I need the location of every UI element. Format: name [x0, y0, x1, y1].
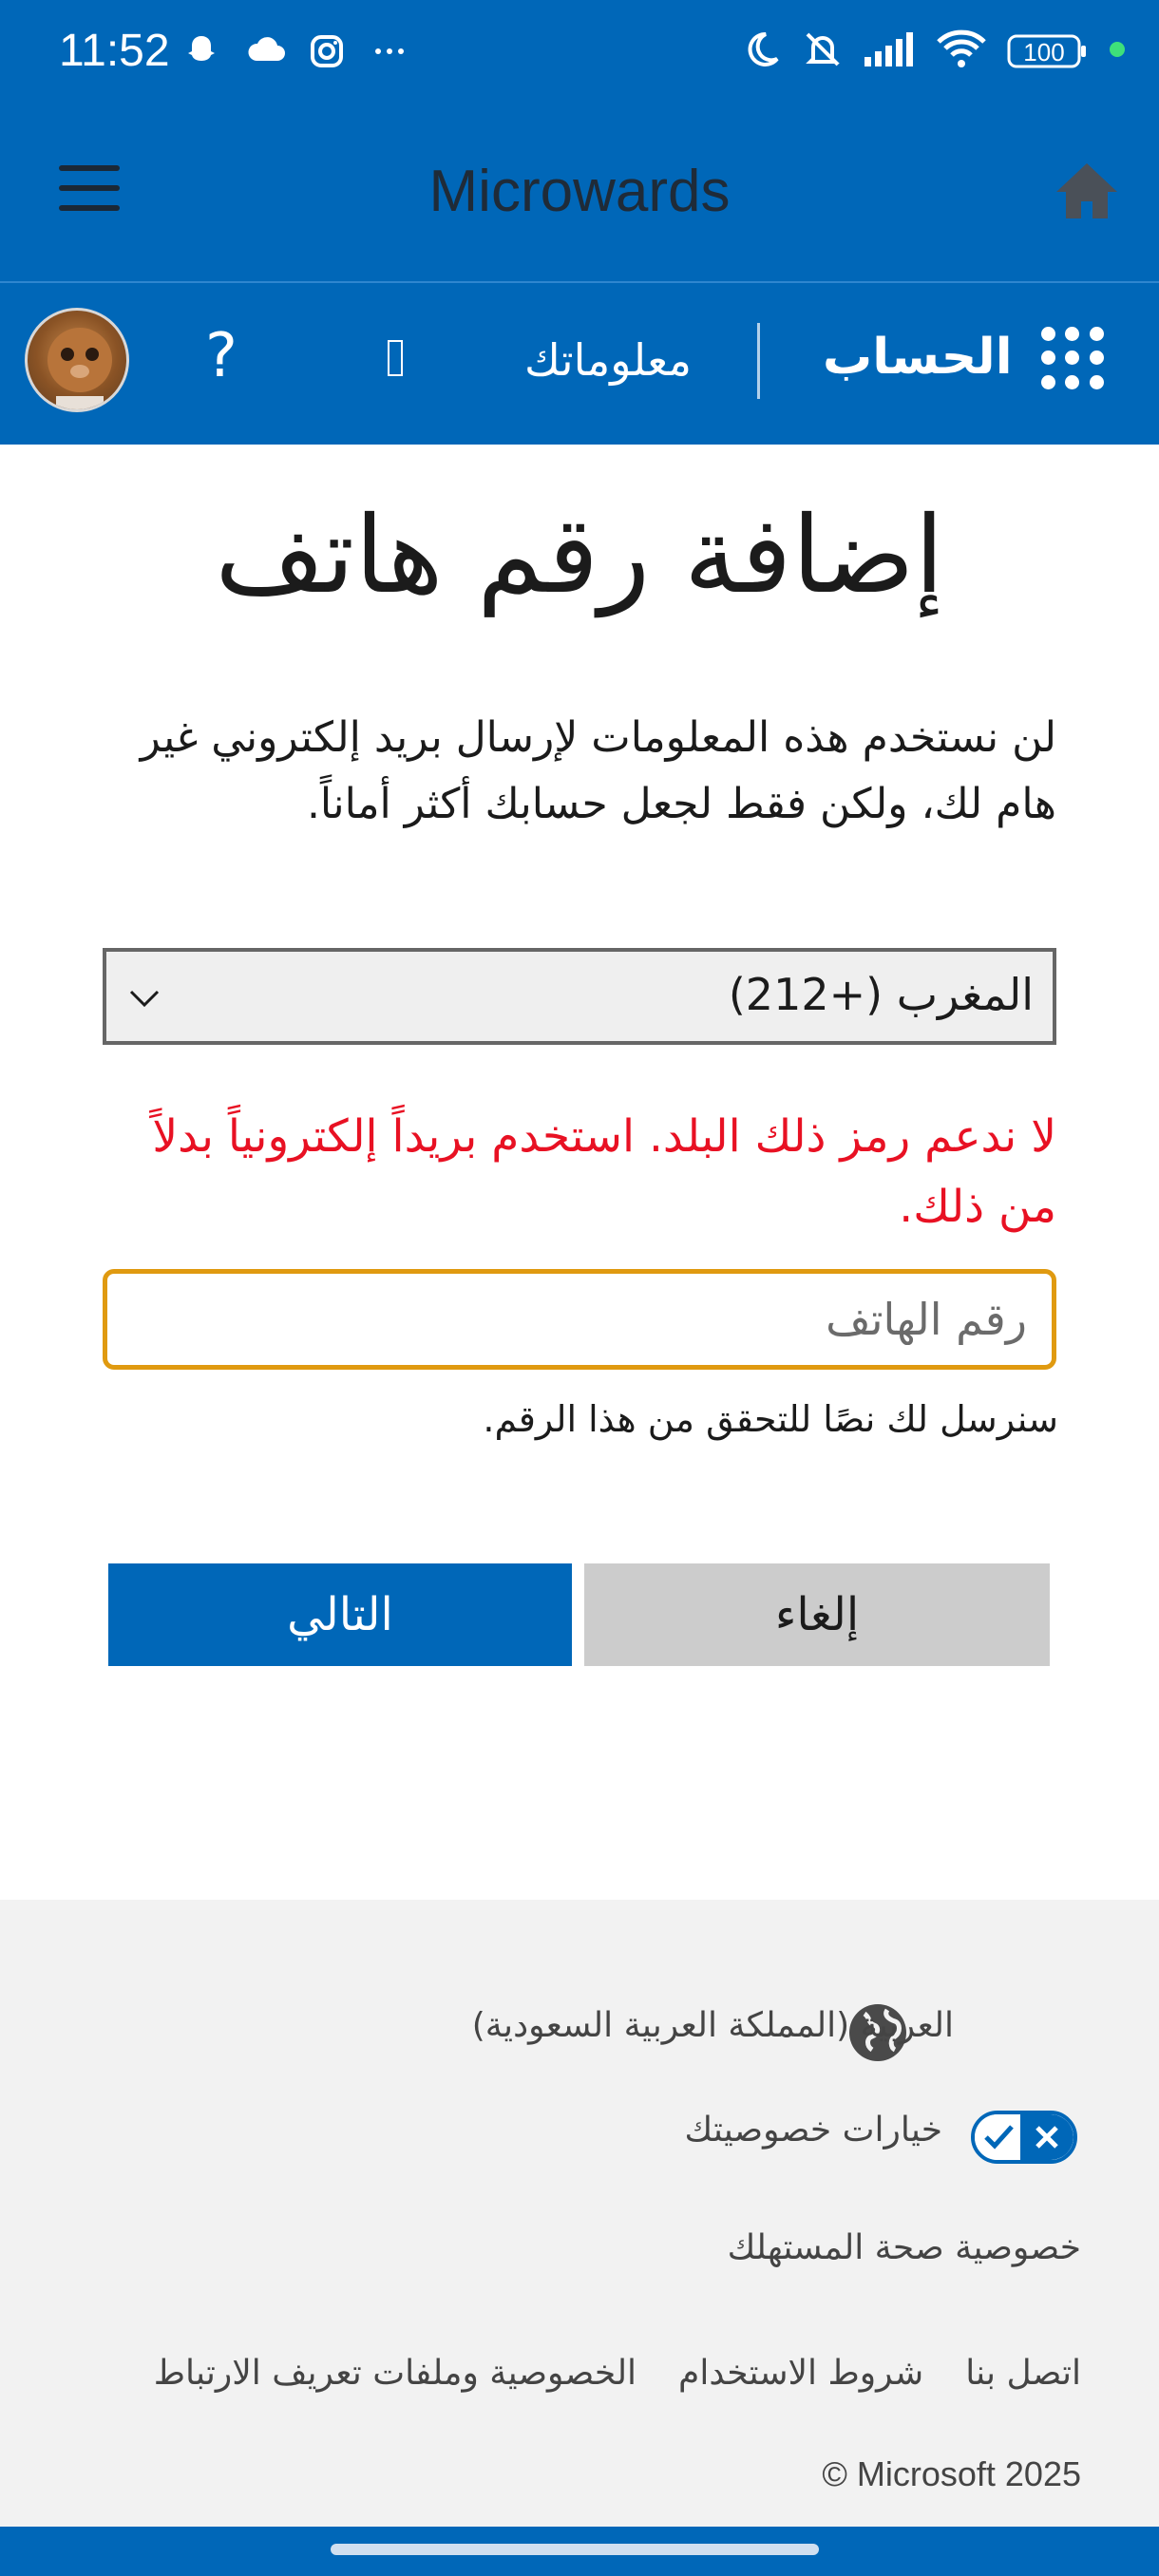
battery-icon — [1007, 32, 1089, 70]
battery-level: 100 — [1023, 38, 1065, 66]
privacy-choices-toggle[interactable] — [971, 2111, 1077, 2164]
account-nav-bar — [0, 281, 1159, 445]
avatar[interactable] — [25, 308, 129, 412]
app-title: Microwards — [428, 159, 731, 224]
privacy-choices-link[interactable]: خيارات خصوصيتك — [684, 2111, 942, 2150]
terms-of-use-link[interactable]: شروط الاستخدام — [678, 2354, 924, 2393]
error-message: لا ندعم رمز ذلك البلد. استخدم بريداً إلكترونياً بدلاً من ذلك. — [152, 1110, 1056, 1233]
cloud-icon — [245, 32, 283, 70]
privacy-cookies-link[interactable]: الخصوصية وملفات تعريف الارتباط — [153, 2354, 637, 2393]
contact-us-link[interactable]: اتصل بنا — [965, 2354, 1081, 2393]
cancel-button[interactable]: إلغاء — [584, 1563, 1050, 1666]
app-bar — [0, 112, 1159, 281]
app-launcher-icon[interactable] — [1041, 327, 1104, 389]
system-nav-bar — [0, 2527, 1159, 2576]
verification-hint: سنرسل لك نصًا للتحقق من هذا الرقم. — [483, 1398, 1058, 1440]
dot-icon — [1108, 40, 1127, 63]
language-selector[interactable]: العربية (المملكة العربية السعودية) — [471, 2006, 954, 2045]
status-right-icons — [741, 28, 1127, 74]
status-left-icons — [182, 32, 408, 70]
moon-icon — [741, 28, 783, 74]
bell-off-icon — [802, 28, 844, 74]
nav-divider — [757, 323, 760, 399]
instagram-icon — [308, 32, 346, 70]
phone-number-input[interactable] — [103, 1269, 1056, 1370]
close-icon — [1020, 2114, 1074, 2160]
description-text: لن نستخدم هذه المعلومات لإرسال بريد إلكتروني غير هام لك، ولكن فقط لجعل حسابك أكثر أماناً. — [140, 713, 1056, 828]
snapchat-icon — [182, 32, 220, 70]
nav-account[interactable]: الحساب — [823, 329, 1013, 386]
country-code-value: المغرب (+212) — [728, 969, 1034, 1020]
wifi-icon — [935, 28, 988, 74]
chevron-down-icon — [127, 984, 162, 1013]
more-icon — [370, 32, 408, 70]
check-icon — [975, 2114, 1024, 2160]
status-time: 11:52 — [59, 26, 170, 76]
nav-your-info[interactable]: معلوماتك — [524, 334, 693, 386]
health-privacy-link[interactable]: خصوصية صحة المستهلك — [727, 2228, 1081, 2267]
next-button[interactable]: التالي — [108, 1563, 572, 1666]
footer-links — [154, 2354, 1081, 2393]
page-title: إضافة رقم هاتف — [215, 494, 944, 617]
signal-icon — [863, 30, 916, 72]
copyright: © Microsoft 2025 — [822, 2454, 1081, 2493]
home-icon[interactable] — [1053, 158, 1121, 226]
status-bar — [0, 0, 1159, 112]
home-gesture-bar[interactable] — [331, 2544, 819, 2555]
help-button[interactable]: ? — [205, 321, 238, 391]
country-code-select[interactable] — [103, 948, 1056, 1045]
placeholder-glyph-icon — [388, 340, 403, 376]
footer — [0, 1900, 1159, 2527]
